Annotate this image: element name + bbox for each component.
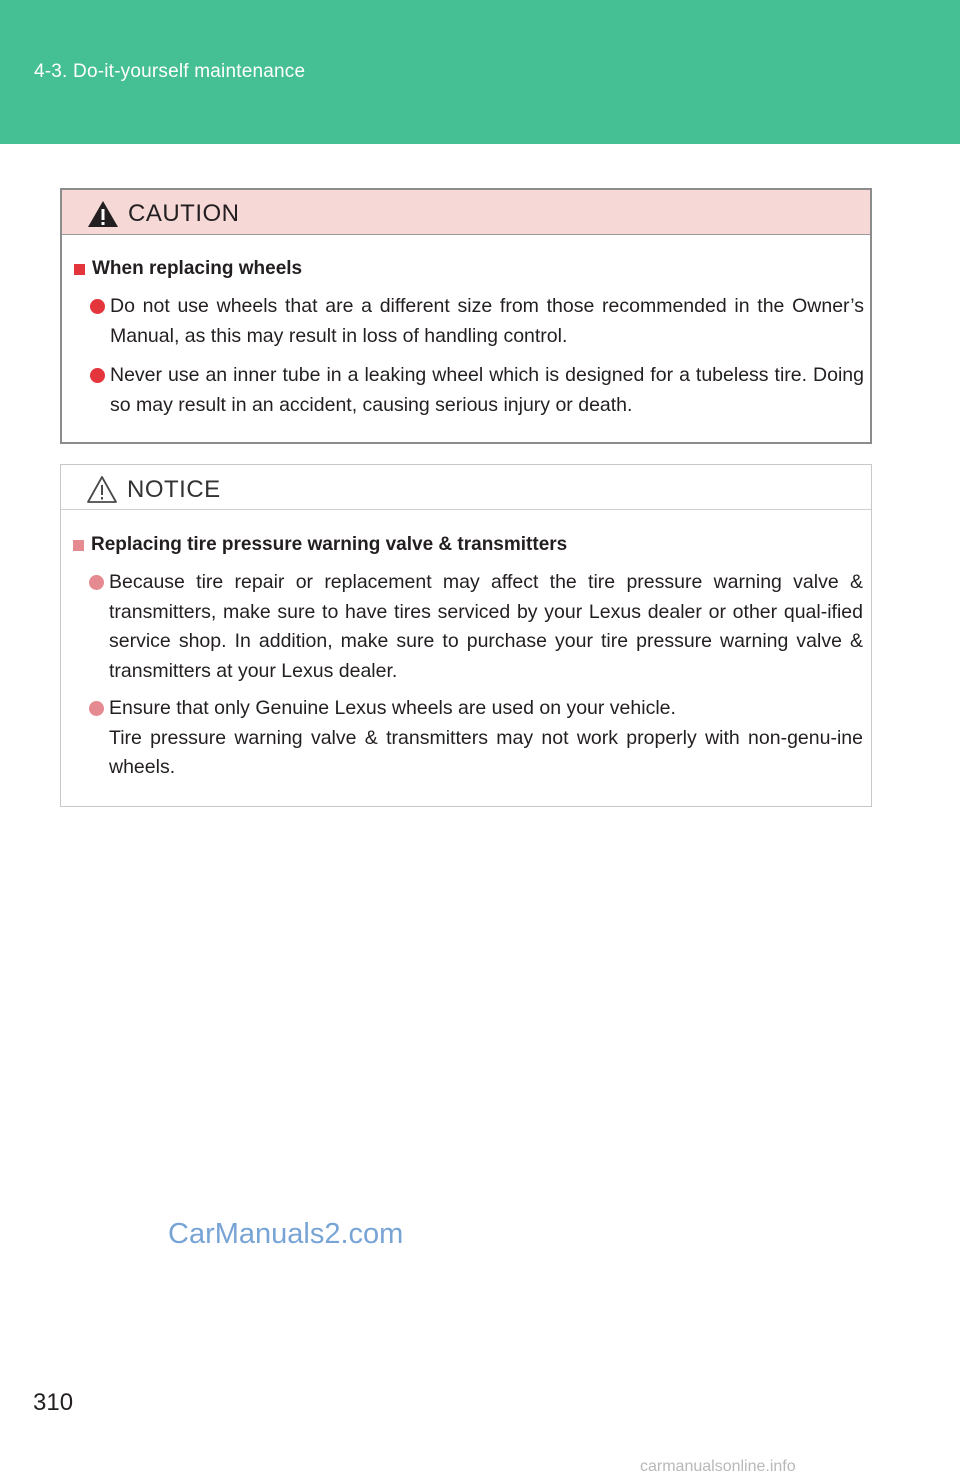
page-number: 310 [33, 1389, 74, 1416]
notice-box [60, 464, 872, 807]
notice-bullet [89, 568, 863, 686]
caution-label: CAUTION [128, 200, 240, 227]
section-title: 4-3. Do-it-yourself maintenance [34, 61, 306, 82]
caution-bullet-text: Do not use wheels that are a different size from those recommended in the Owner’s Manual, as this may result in loss of handling control. [110, 295, 864, 347]
notice-heading-text: Replacing tire pressure warning valve & transmitters [91, 534, 568, 555]
square-bullet-icon [74, 264, 85, 275]
square-bullet-icon [73, 540, 84, 551]
round-bullet-icon [89, 575, 104, 590]
notice-bullet [89, 694, 863, 783]
notice-bullet-text: Because tire repair or replacement may affect the tire pressure warning valve & transmitters, make sure to have tires serviced by your Lexus dealer or other qual-ified service shop. In addition, make sure to purchase your tire pressure warning valve & transmitters at your Lexus dealer. [109, 571, 863, 682]
footer-site: carmanualsonline.info [640, 1458, 796, 1475]
notice-header [61, 465, 871, 510]
warning-triangle-filled-icon [86, 199, 120, 229]
round-bullet-icon [89, 701, 104, 716]
caution-heading-text: When replacing wheels [92, 258, 303, 279]
round-bullet-icon [90, 368, 105, 383]
round-bullet-icon [90, 299, 105, 314]
notice-bullet-text: Ensure that only Genuine Lexus wheels are used on your vehicle. Tire pressure warning valve & transmitters may not work properly with non-genu-ine wheels. [109, 697, 863, 778]
caution-header [62, 190, 870, 235]
caution-bullet [90, 292, 864, 351]
warning-triangle-outline-icon [85, 474, 119, 504]
caution-bullet [90, 361, 864, 420]
notice-label: NOTICE [127, 476, 221, 503]
caution-bullet-text: Never use an inner tube in a leaking wheel which is designed for a tubeless tire. Doing so may result in an accident, causing serious injury or death. [110, 364, 864, 416]
caution-heading [74, 258, 302, 280]
watermark: CarManuals2.com [168, 1218, 404, 1250]
notice-heading [73, 534, 567, 556]
caution-box [60, 188, 872, 444]
